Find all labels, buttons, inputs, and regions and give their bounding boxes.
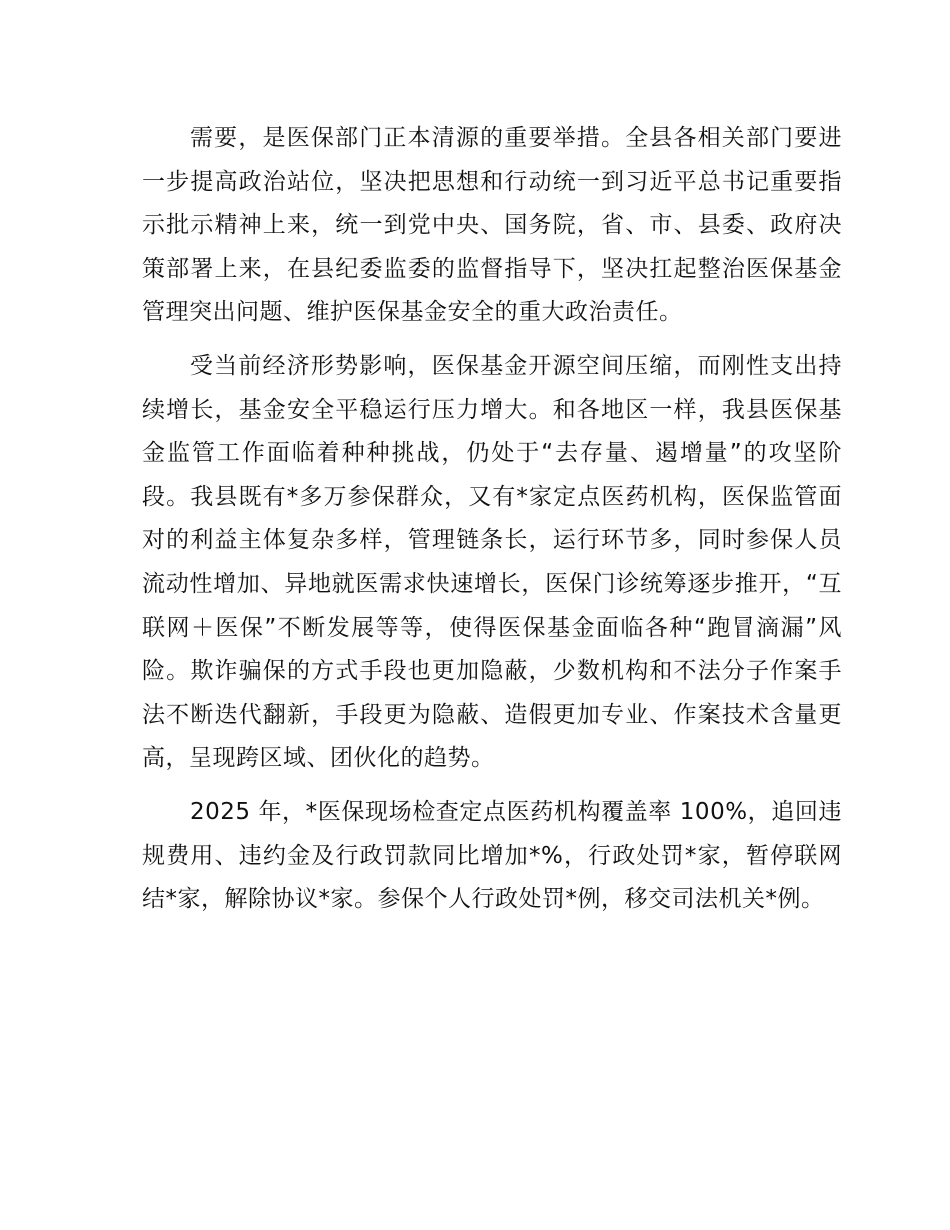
paragraph-1: 需要，是医保部门正本清源的重要举措。全县各相关部门要进一步提高政治站位，坚决把思想和行动统一到习近平总书记重要指示批示精神上来，统一到党中央、国务院，省、市、县委、政府决策部署上来，在县纪委监委的监督指导下，坚决扛起整治医保基金管理突出问题、维护医保基金安全的重大政治责任。 bbox=[142, 125, 842, 326]
paragraph-3: 2025 年，*医保现场检查定点医药机构覆盖率 100%，追回违规费用、违约金及行政罚款同比增加*%，行政处罚*家，暂停联网结*家，解除协议*家。参保个人行政处罚*例，移交司法机关*例。 bbox=[142, 798, 842, 913]
document-body bbox=[142, 117, 842, 922]
paragraph-2: 受当前经济形势影响，医保基金开源空间压缩，而刚性支出持续增长，基金安全平稳运行压力增大。和各地区一样，我县医保基金监管工作面临着种种挑战，仍处于“去存量、遏增量”的攻坚阶段。我县既有*多万参保群众，又有*家定点医药机构，医保监管面对的利益主体复杂多样，管理链条长，运行环节多，同时参保人员流动性增加、异地就医需求快速增长，医保门诊统筹逐步推开，“互联网＋医保”不断发展等等，使得医保基金面临各种“跑冒滴漏”风险。欺诈骗保的方式手段也更加隐蔽，少数机构和不法分子作案手法不断迭代翻新，手段更为隐蔽、造假更加专业、作案技术含量更高，呈现跨区域、团伙化的趋势。 bbox=[142, 352, 842, 772]
